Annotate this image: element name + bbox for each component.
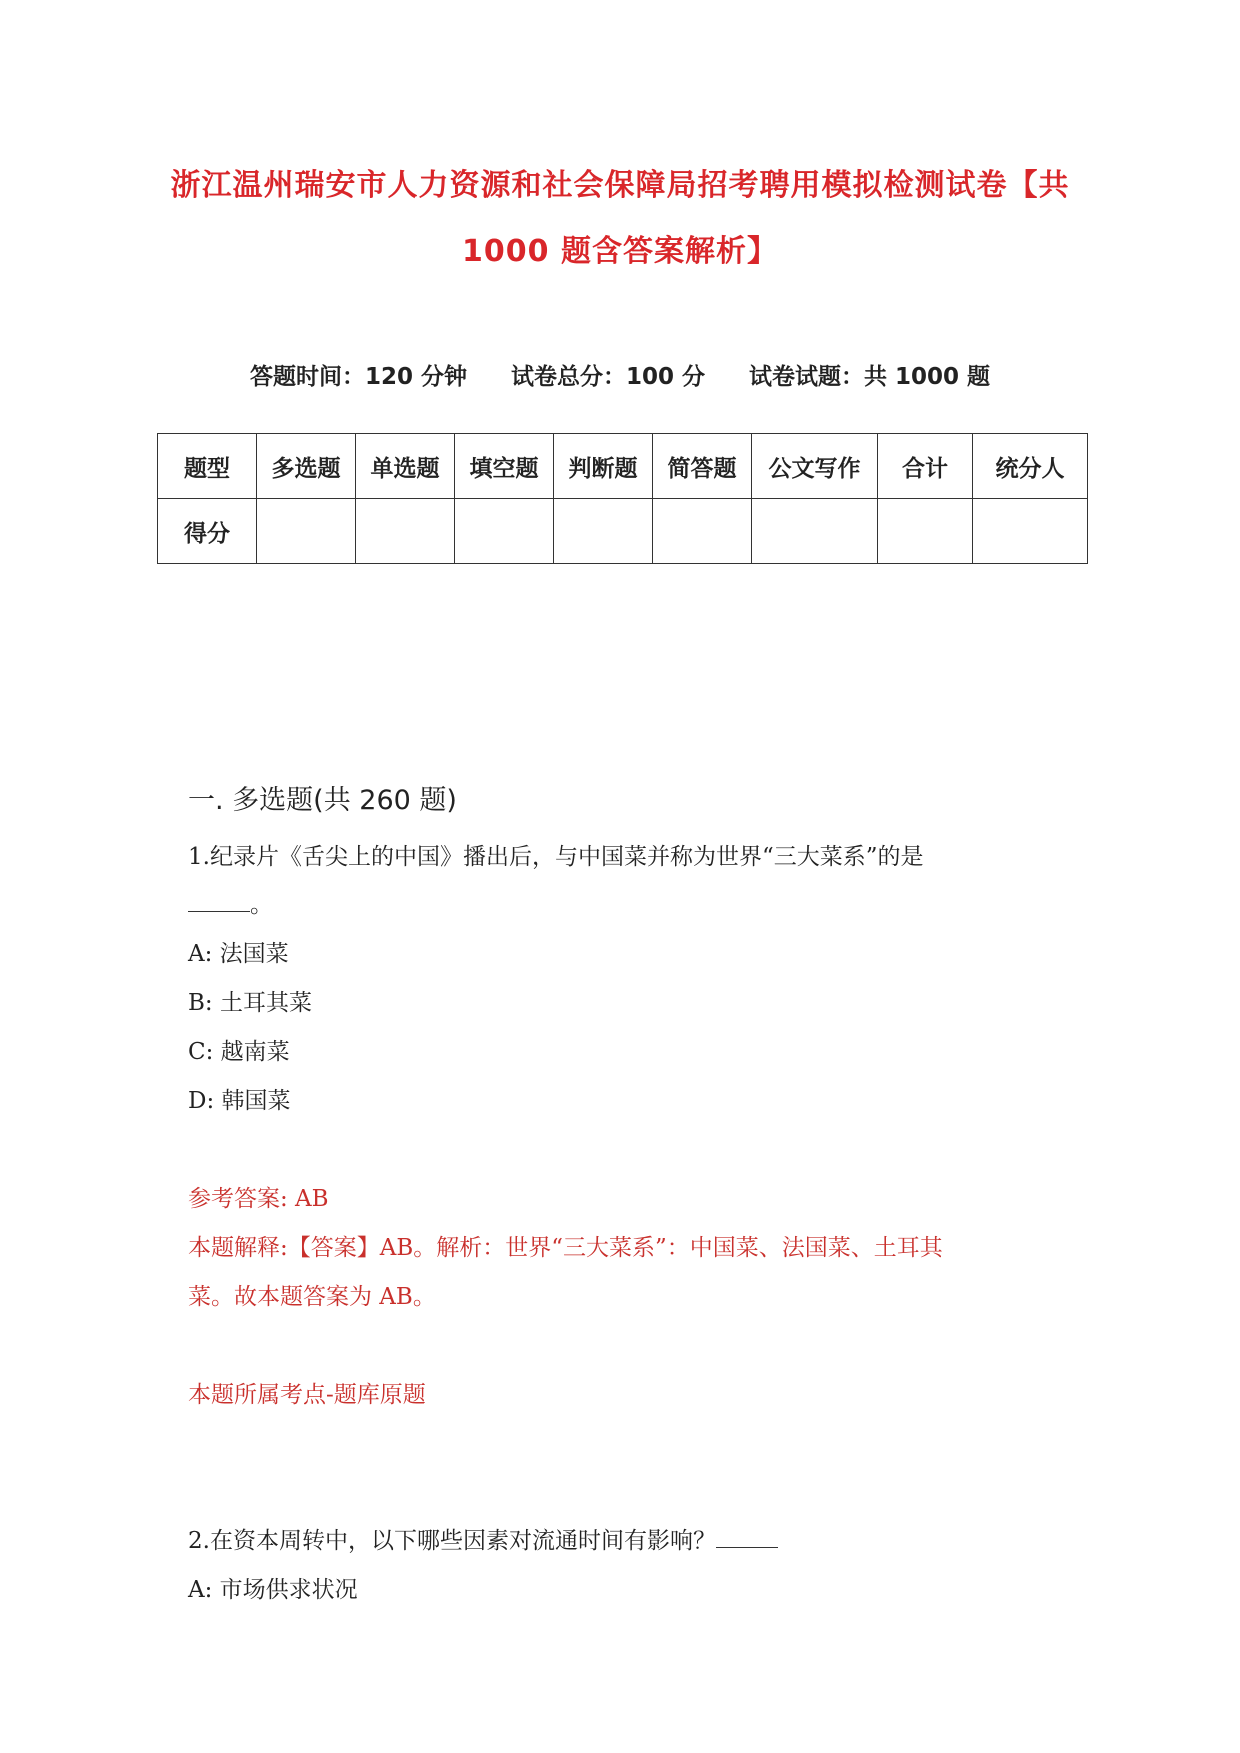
question-1-option-d: D: 韩国菜 [188,1088,291,1114]
score-cell [653,499,752,564]
question-1-stem: 1.纪录片《舌尖上的中国》播出后，与中国菜并称为世界“三大菜系”的是 [188,844,924,870]
question-1-option-b: B: 土耳其菜 [188,990,312,1016]
question-1-source: 本题所属考点-题库原题 [188,1382,426,1408]
score-table-score-row [158,499,1088,564]
question-1-stem-suffix: 。 [250,892,273,918]
exam-total-score: 试卷总分：100 分 [510,364,706,390]
document-title-line-2: 1000 题含答案解析】 [462,234,778,269]
score-table-row-label: 得分 [158,499,257,564]
question-2-stem-text: 2.在资本周转中，以下哪些因素对流通时间有影响？ [188,1528,716,1554]
score-cell [878,499,973,564]
question-2-option-a: A: 市场供求状况 [188,1577,358,1603]
section-heading: 一. 多选题(共 260 题) [188,785,457,816]
score-table [157,433,1088,564]
exam-question-count: 试卷试题：共 1000 题 [749,364,991,390]
score-table-header: 合计 [878,434,973,499]
question-1-explanation-line-2: 菜。故本题答案为 AB。 [188,1284,436,1310]
score-table-header: 题型 [158,434,257,499]
score-table-header: 填空题 [455,434,554,499]
question-2-stem [188,1522,778,1555]
document-title-line-1: 浙江温州瑞安市人力资源和社会保障局招考聘用模拟检测试卷【共 [170,168,1070,203]
score-table-header: 判断题 [554,434,653,499]
question-1-stem-continued [188,886,273,919]
score-table-header-row [158,434,1088,499]
question-1-option-a: A: 法国菜 [188,941,289,967]
score-cell [973,499,1088,564]
score-table-header: 统分人 [973,434,1088,499]
score-cell [356,499,455,564]
score-cell [455,499,554,564]
answer-blank [716,1547,778,1548]
exam-time: 答题时间：120 分钟 [249,364,467,390]
score-table-header: 简答题 [653,434,752,499]
score-cell [554,499,653,564]
score-table-header: 公文写作 [752,434,878,499]
score-table-header: 多选题 [257,434,356,499]
score-table-header: 单选题 [356,434,455,499]
score-cell [257,499,356,564]
exam-meta [0,358,1240,391]
question-1-explanation-line-1: 本题解释:【答案】AB。解析：世界“三大菜系”：中国菜、法国菜、土耳其 [188,1235,943,1261]
answer-blank [188,911,250,912]
question-1-answer: 参考答案: AB [188,1186,329,1212]
question-1-option-c: C: 越南菜 [188,1039,290,1065]
score-cell [752,499,878,564]
